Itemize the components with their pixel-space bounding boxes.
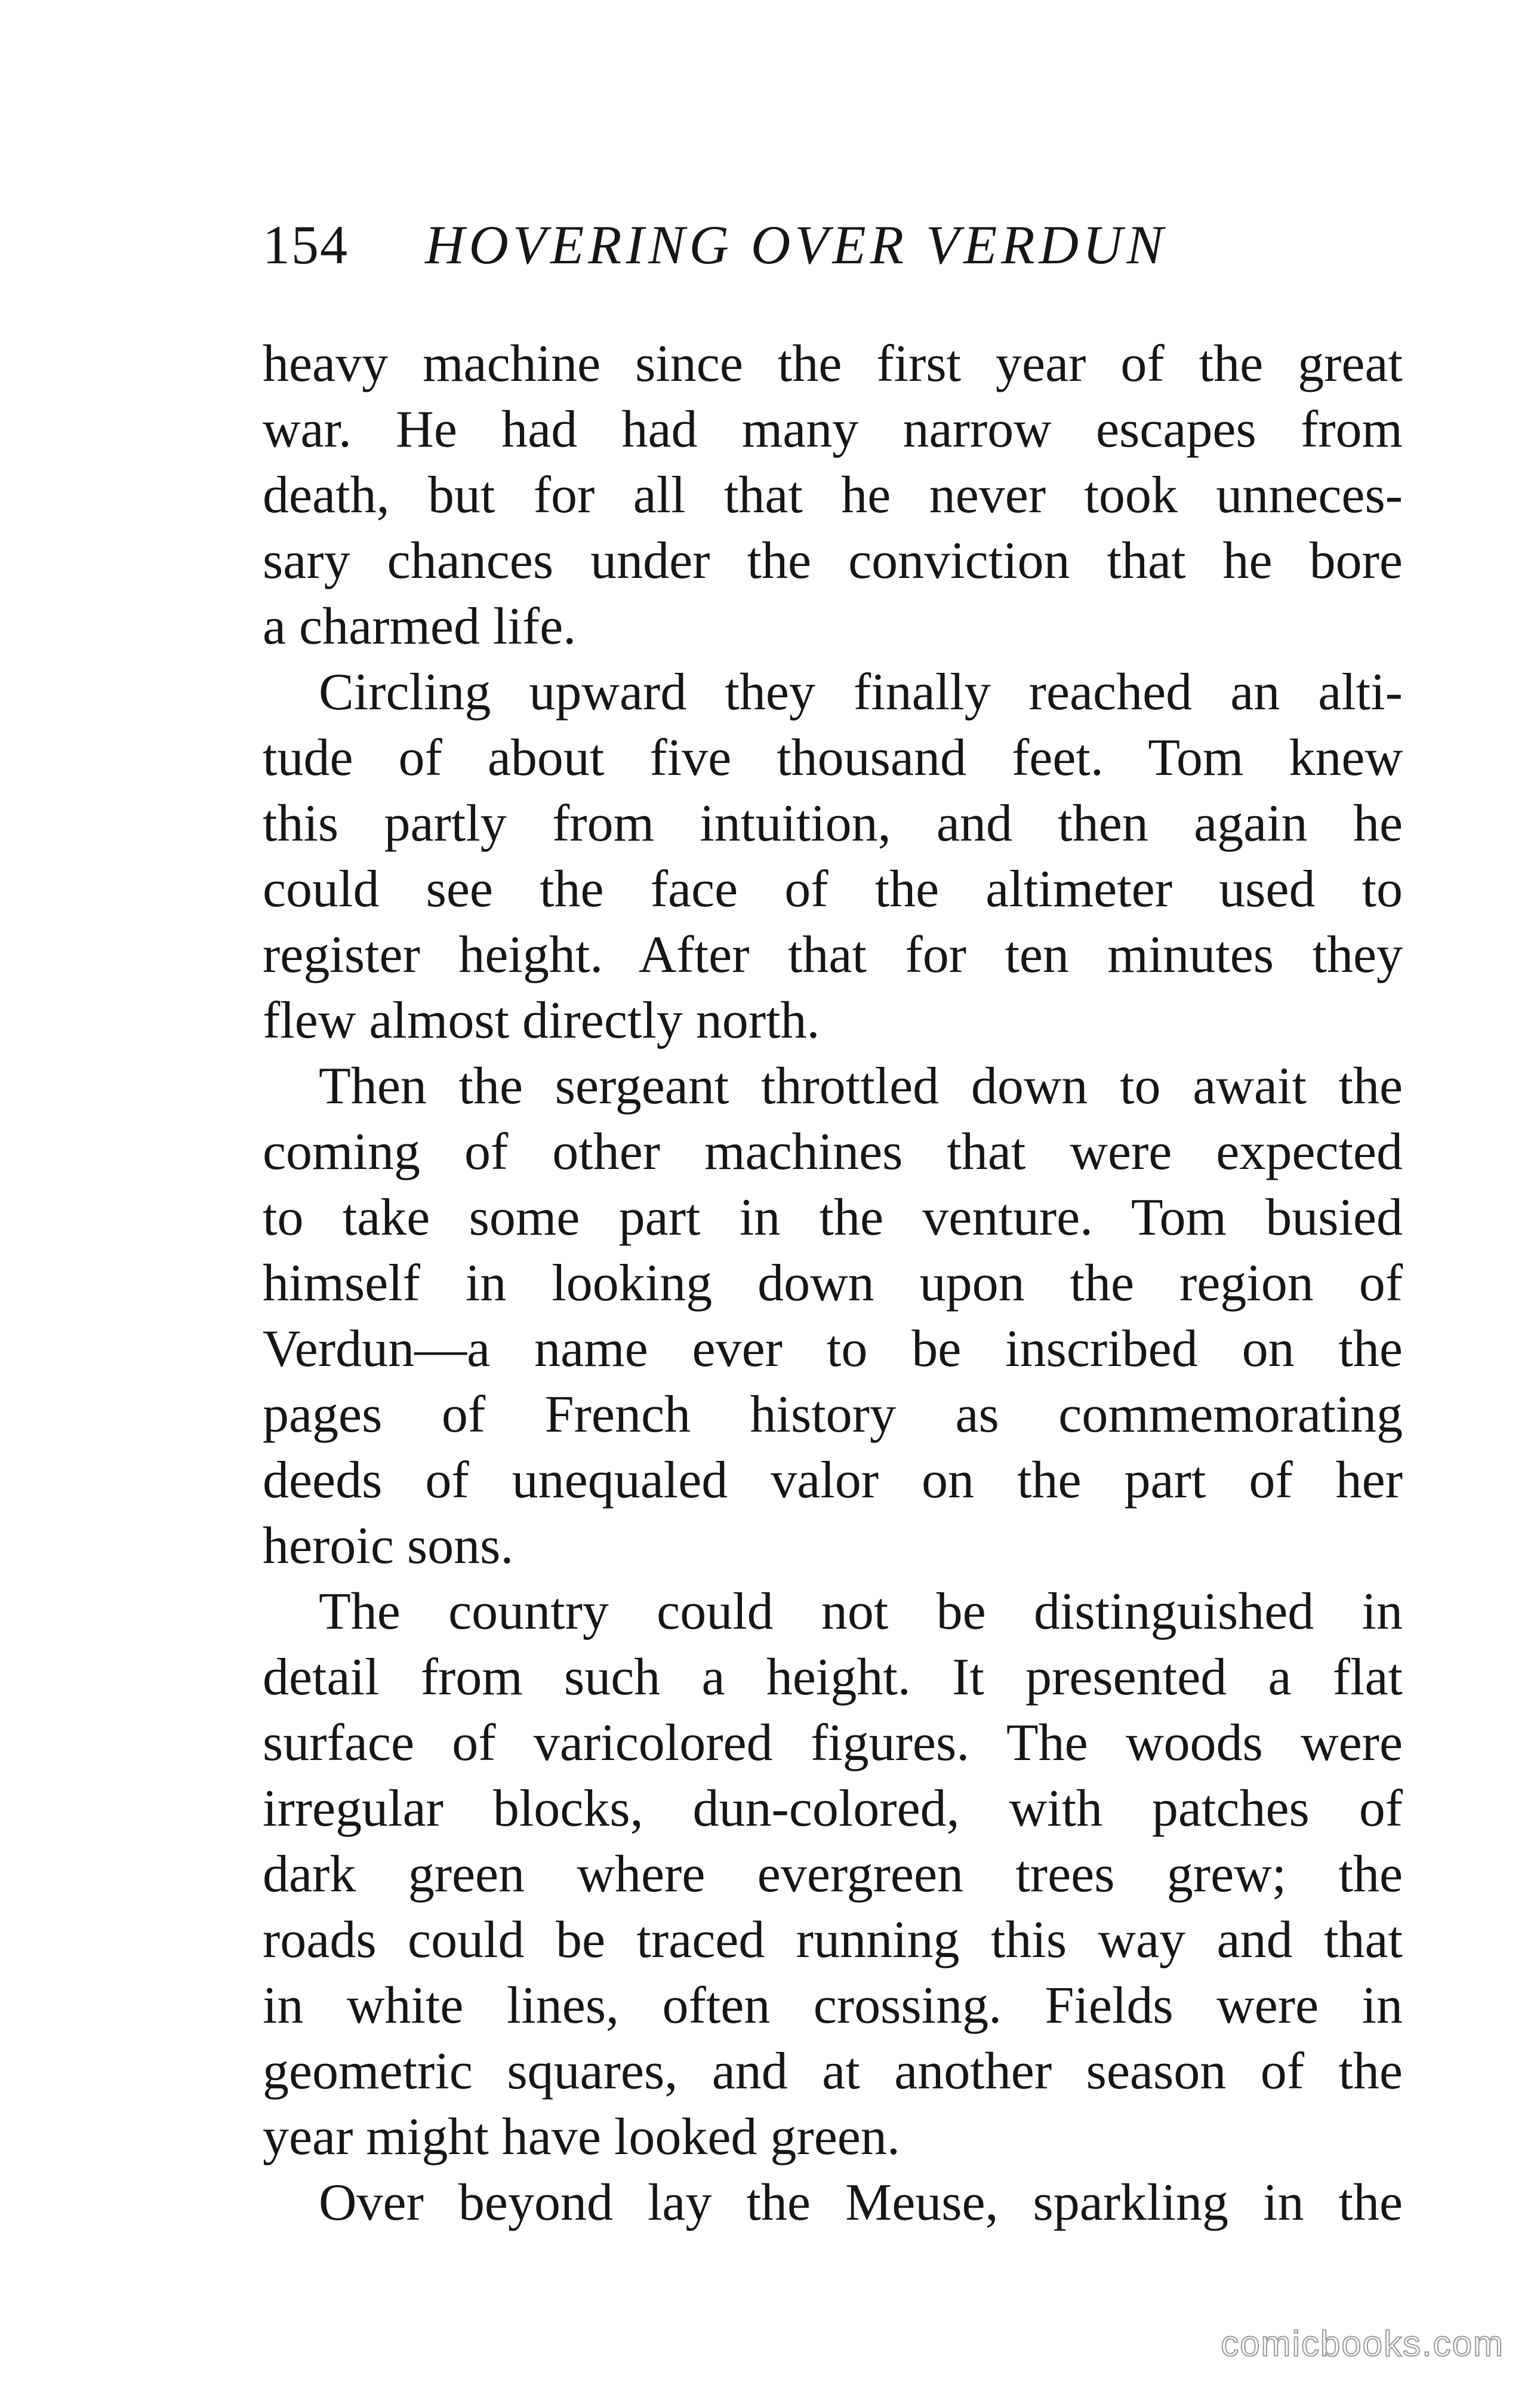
text-line: register height. After that for ten minutes they bbox=[263, 926, 1403, 984]
text-line: flew almost directly north. bbox=[263, 992, 820, 1050]
text-line: roads could be traced running this way and that bbox=[263, 1911, 1403, 1969]
text-line: surface of varicolored figures. The woods were bbox=[263, 1714, 1403, 1772]
text-line: in white lines, often crossing. Fields were in bbox=[263, 1977, 1403, 2035]
text-line: could see the face of the altimeter used to bbox=[263, 860, 1403, 918]
text-line: detail from such a height. It presented a flat bbox=[263, 1648, 1403, 1706]
text-line: Verdun—a name ever to be inscribed on the bbox=[263, 1320, 1403, 1378]
text-line: year might have looked green. bbox=[263, 2108, 900, 2166]
text-line: heavy machine since the first year of the great bbox=[263, 335, 1403, 393]
running-title: HOVERING OVER VERDUN bbox=[425, 214, 1168, 275]
text-line: sary chances under the conviction that he bore bbox=[263, 532, 1403, 590]
paragraph-first-line: Circling upward they finally reached an alti- bbox=[319, 663, 1403, 721]
paragraph-first-line: Over beyond lay the Meuse, sparkling in the bbox=[319, 2174, 1403, 2232]
page-number: 154 bbox=[263, 214, 349, 275]
text-line: irregular blocks, dun-colored, with patches of bbox=[263, 1780, 1403, 1838]
watermark-logo: comicbooks.com bbox=[1221, 2324, 1504, 2364]
text-line: a charmed life. bbox=[263, 598, 577, 656]
text-line: death, but for all that he never took unneces- bbox=[263, 466, 1403, 524]
text-line: this partly from intuition, and then again he bbox=[263, 795, 1403, 853]
text-line: pages of French history as commemorating bbox=[263, 1386, 1403, 1444]
text-line: himself in looking down upon the region of bbox=[263, 1254, 1403, 1312]
text-line: heroic sons. bbox=[263, 1517, 514, 1575]
text-line: deeds of unequaled valor on the part of her bbox=[263, 1451, 1403, 1509]
text-line: coming of other machines that were expected bbox=[263, 1123, 1403, 1181]
text-line: tude of about five thousand feet. Tom knew bbox=[263, 729, 1403, 787]
text-line: war. He had had many narrow escapes from bbox=[263, 401, 1403, 459]
text-line: to take some part in the venture. Tom busied bbox=[263, 1189, 1403, 1247]
text-line: dark green where evergreen trees grew; the bbox=[263, 1845, 1403, 1903]
page-header bbox=[263, 206, 1403, 284]
text-line: geometric squares, and at another season of the bbox=[263, 2042, 1403, 2100]
paragraph-first-line: The country could not be distinguished in bbox=[319, 1583, 1403, 1641]
body-text bbox=[263, 331, 1403, 2236]
paragraph-first-line: Then the sergeant throttled down to await the bbox=[319, 1057, 1403, 1115]
